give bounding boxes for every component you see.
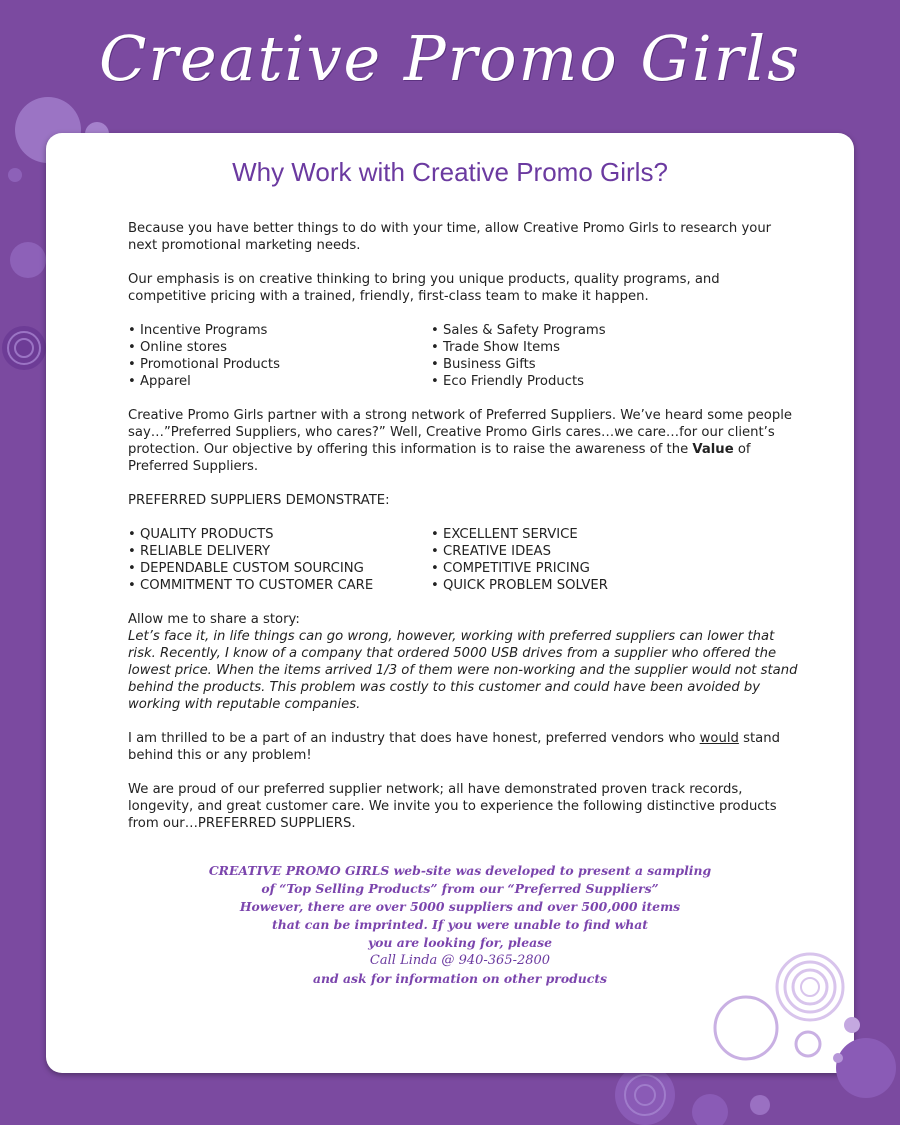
demonstrate-right-column: [431, 526, 608, 594]
intro-paragraph: Because you have better things to do with your time, allow Creative Promo Girls to research your next promotional marketing needs.: [128, 221, 772, 253]
demonstrate-left-column: [128, 526, 431, 594]
story-paragraph: Let’s face it, in life things can go wrong, however, working with preferred suppliers can lower that risk. Recently, I know of a company that ordered 5000 USB drives from a supplier who offered the lowest price. When the items arrived 1/3 of them were non-working and the supplier would not stand behind the products. This problem was costly to this customer and could have been avoided by working with reputable companies.: [128, 629, 798, 712]
story-lead: Allow me to share a story:: [128, 612, 300, 627]
thrilled-after: stand behind this or any problem!: [128, 731, 780, 763]
list-item: • CREATIVE IDEAS: [431, 543, 608, 560]
page-heading: Why Work with Creative Promo Girls?: [232, 157, 668, 187]
thrilled-paragraph: [128, 730, 798, 764]
thrilled-before: I am thrilled to be a part of an industry that does have honest, preferred vendors who: [128, 731, 696, 746]
list-item: • DEPENDABLE CUSTOM SOURCING: [128, 560, 431, 577]
thrilled-underlined: would: [699, 731, 739, 746]
closing-line: of “Top Selling Products” from our “Preferred Suppliers”: [261, 881, 659, 896]
services-list: [128, 322, 798, 390]
closing-line: However, there are over 5000 suppliers and over 500,000 items: [239, 899, 681, 914]
demonstrate-list: [128, 526, 798, 594]
partner-text: Creative Promo Girls partner with a strong network of Preferred Suppliers. We’ve heard some people say…”Preferred Suppliers, who cares?” Well, Creative Promo Girls cares…we care…for our client’s protection. Our objective by offering this information is to raise the awareness of the: [128, 408, 793, 457]
list-item: • Promotional Products: [128, 356, 431, 373]
list-item: • COMMITMENT TO CUSTOMER CARE: [128, 577, 431, 594]
closing-line: and ask for information on other products: [312, 971, 608, 986]
partner-paragraph: [128, 407, 798, 475]
closing-message: [180, 862, 740, 988]
phone-contact: Call Linda @ 940-365-2800: [369, 953, 551, 968]
services-left-column: [128, 322, 431, 390]
list-item: • EXCELLENT SERVICE: [431, 526, 608, 543]
value-word: Value: [692, 442, 734, 457]
list-item: • QUICK PROBLEM SOLVER: [431, 577, 608, 594]
closing-line: you are looking for, please: [367, 935, 553, 950]
list-item: • RELIABLE DELIVERY: [128, 543, 431, 560]
emphasis-paragraph: Our emphasis is on creative thinking to bring you unique products, quality programs, and competitive pricing with a trained, friendly, first-class team to make it happen.: [128, 272, 720, 304]
list-item: • Incentive Programs: [128, 322, 431, 339]
list-item: • Online stores: [128, 339, 431, 356]
services-right-column: [431, 322, 606, 390]
brand-title: Creative Promo Girls: [98, 22, 802, 95]
partner-suffix: of Preferred Suppliers.: [128, 442, 751, 474]
closing-line: CREATIVE PROMO GIRLS web-site was developed to present a sampling: [208, 863, 712, 878]
list-item: • COMPETITIVE PRICING: [431, 560, 608, 577]
list-item: • Apparel: [128, 373, 431, 390]
list-item: • Eco Friendly Products: [431, 373, 606, 390]
main-content: [128, 220, 798, 849]
demonstrate-heading: PREFERRED SUPPLIERS DEMONSTRATE:: [128, 493, 390, 508]
list-item: • Trade Show Items: [431, 339, 606, 356]
closing-line: that can be imprinted. If you were unable to find what: [271, 917, 648, 932]
list-item: • Sales & Safety Programs: [431, 322, 606, 339]
proud-paragraph: We are proud of our preferred supplier network; all have demonstrated proven track records, longevity, and great customer care. We invite you to experience the following distinctive products from our…PREFERRED SUPPLIERS.: [128, 782, 777, 831]
list-item: • QUALITY PRODUCTS: [128, 526, 431, 543]
list-item: • Business Gifts: [431, 356, 606, 373]
